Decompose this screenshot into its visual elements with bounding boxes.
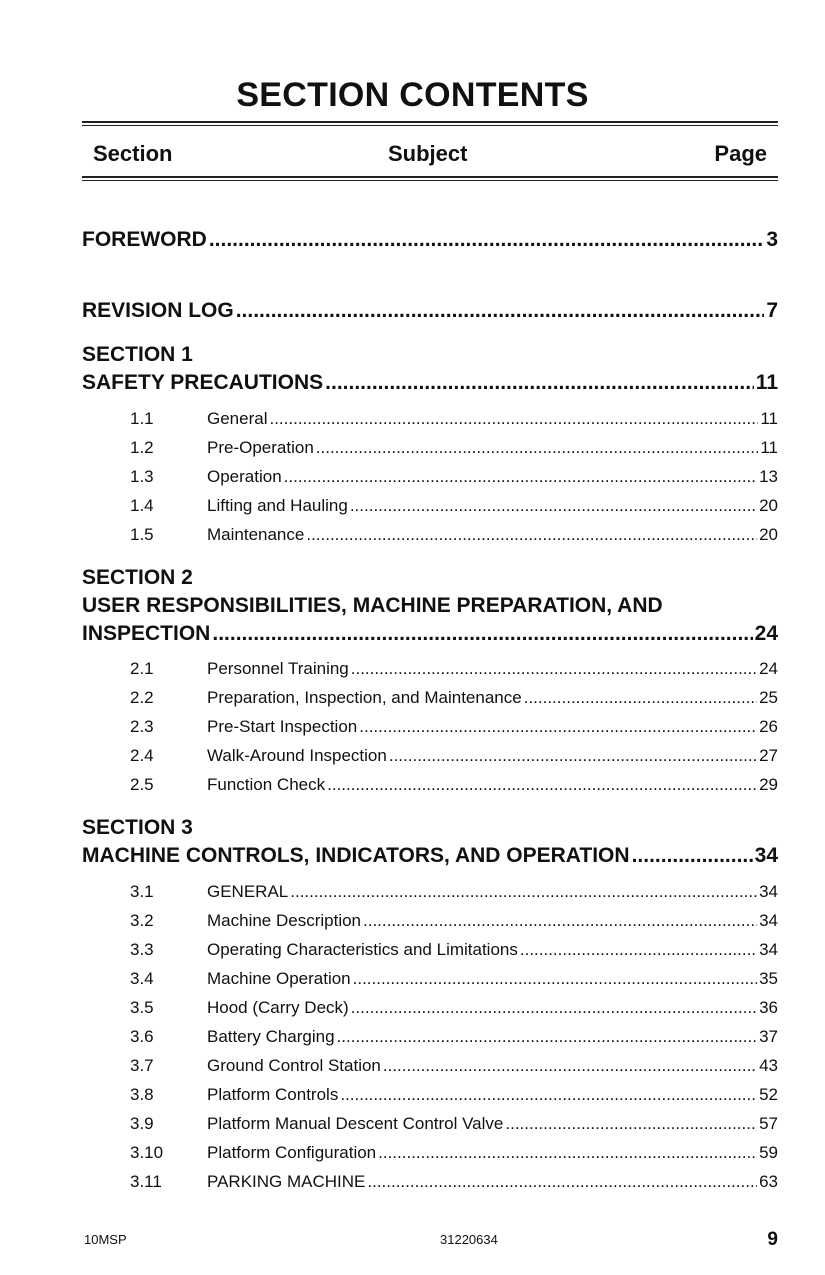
toc-subentry-number: 1.5	[130, 525, 154, 544]
toc-subentry-number: 3.8	[130, 1085, 154, 1104]
header-rule-bottom	[82, 176, 778, 181]
toc-entry-section-3[interactable]	[82, 844, 778, 868]
dot-leader	[306, 525, 757, 545]
dot-leader	[325, 371, 754, 395]
toc-subentry[interactable]	[130, 659, 778, 679]
dot-leader	[337, 1027, 758, 1047]
toc-subentry-number: 2.5	[130, 775, 154, 794]
toc-subentry-label: Personnel Training	[207, 659, 349, 678]
toc-subentry-page: 34	[759, 940, 778, 959]
toc-subentry[interactable]	[130, 525, 778, 545]
column-header-page: Page	[714, 141, 767, 166]
dot-leader	[505, 1114, 757, 1134]
dot-leader	[316, 438, 759, 458]
dot-leader	[383, 1056, 757, 1076]
toc-subentry[interactable]	[130, 1114, 778, 1134]
toc-entry-label: REVISION LOG	[82, 299, 234, 322]
toc-subentry[interactable]	[130, 688, 778, 708]
toc-subentry[interactable]	[130, 717, 778, 737]
toc-entry-label: SAFETY PRECAUTIONS	[82, 371, 324, 394]
header-rule-top	[82, 121, 778, 126]
dot-leader	[389, 746, 757, 766]
toc-subentry-label: Platform Manual Descent Control Valve	[207, 1114, 504, 1133]
dot-leader	[290, 882, 757, 902]
toc-subentry-page: 52	[759, 1085, 778, 1104]
toc-entry-page: 34	[754, 844, 778, 867]
toc-subentry-page: 27	[759, 746, 778, 765]
toc-subentry[interactable]	[130, 1027, 778, 1047]
toc-subentry-page: 63	[759, 1172, 778, 1191]
toc-subentry-page: 59	[759, 1143, 778, 1162]
toc-subentry[interactable]	[130, 911, 778, 931]
toc-subentry-number: 1.2	[130, 438, 154, 457]
toc-subentry-page: 11	[760, 438, 778, 457]
toc-subentry-page: 26	[759, 717, 778, 736]
toc-entry-label: FOREWORD	[82, 228, 207, 251]
toc-subentry-label: Pre-Operation	[207, 438, 314, 457]
toc-subentry[interactable]	[130, 775, 778, 795]
toc-subentry-label: Maintenance	[207, 525, 305, 544]
toc-subentry-page: 57	[759, 1114, 778, 1133]
dot-leader	[351, 659, 757, 679]
footer-page-number: 9	[767, 1229, 778, 1250]
toc-subentry-page: 36	[759, 998, 778, 1017]
toc-entry-page: 11	[755, 371, 778, 394]
toc-subentry-number: 3.2	[130, 911, 154, 930]
dot-leader	[327, 775, 757, 795]
dot-leader	[353, 969, 757, 989]
toc-subentry[interactable]	[130, 467, 778, 487]
toc-subentry[interactable]	[130, 496, 778, 516]
toc-subentry[interactable]	[130, 1143, 778, 1163]
dot-leader	[520, 940, 757, 960]
toc-subentry-label: Preparation, Inspection, and Maintenance	[207, 688, 522, 707]
toc-subentry-label: General	[207, 409, 268, 428]
dot-leader	[284, 467, 757, 487]
toc-entry-page: 24	[754, 622, 778, 645]
toc-subentry-label: Platform Controls	[207, 1085, 339, 1104]
toc-subentry-number: 3.11	[130, 1172, 162, 1191]
toc-subentry-label: Operation	[207, 467, 282, 486]
footer-model: 10MSP	[84, 1232, 127, 1247]
toc-subentry-number: 3.9	[130, 1114, 154, 1133]
toc-subentry-label: PARKING MACHINE	[207, 1172, 366, 1191]
toc-subentry-label: Pre-Start Inspection	[207, 717, 358, 736]
toc-subentry-number: 1.4	[130, 496, 154, 515]
toc-subentry[interactable]	[130, 998, 778, 1018]
toc-entry-label: INSPECTION	[82, 622, 211, 645]
toc-entry-page: 3	[766, 228, 778, 251]
dot-leader	[524, 688, 757, 708]
toc-subentry-label: Walk-Around Inspection	[207, 746, 387, 765]
toc-subentry-page: 35	[759, 969, 778, 988]
toc-subentry-label: Hood (Carry Deck)	[207, 998, 349, 1017]
toc-entry-section-1[interactable]	[82, 371, 778, 395]
section-1-heading: SECTION 1	[82, 343, 193, 366]
toc-subentry-number: 2.2	[130, 688, 154, 707]
toc-subentry-label: Function Check	[207, 775, 326, 794]
dot-leader	[359, 717, 757, 737]
toc-entry-foreword[interactable]	[82, 228, 778, 252]
toc-subentry-number: 3.1	[130, 882, 154, 901]
toc-subentry-number: 3.10	[130, 1143, 164, 1162]
section-3-heading: SECTION 3	[82, 816, 193, 839]
toc-subentry-number: 2.3	[130, 717, 154, 736]
column-header-section: Section	[93, 141, 173, 166]
toc-subentry-page: 20	[759, 525, 778, 544]
toc-subentry-number: 1.1	[130, 409, 154, 428]
footer-doc-number: 31220634	[440, 1232, 498, 1247]
dot-leader	[632, 844, 753, 868]
toc-subentry-page: 34	[759, 911, 778, 930]
dot-leader	[350, 496, 757, 516]
toc-subentry-page: 24	[759, 659, 778, 678]
toc-subentry[interactable]	[130, 1056, 778, 1076]
toc-subentry-label: Ground Control Station	[207, 1056, 381, 1075]
toc-subentry-page: 20	[759, 496, 778, 515]
toc-subentry-number: 3.4	[130, 969, 154, 988]
toc-subentry-number: 3.5	[130, 998, 154, 1017]
dot-leader	[351, 998, 757, 1018]
toc-subentry-label: Machine Operation	[207, 969, 351, 988]
toc-subentry-page: 34	[759, 882, 778, 901]
toc-subentry-number: 2.1	[130, 659, 154, 678]
toc-subentry-page: 25	[759, 688, 778, 707]
dot-leader	[209, 228, 764, 252]
dot-leader	[378, 1143, 757, 1163]
column-header-subject: Subject	[388, 141, 468, 166]
toc-subentry[interactable]	[130, 1172, 778, 1192]
toc-subentry-number: 2.4	[130, 746, 154, 765]
toc-subentry-number: 3.6	[130, 1027, 154, 1046]
toc-subentry-page: 29	[759, 775, 778, 794]
dot-leader	[236, 299, 765, 323]
dot-leader	[340, 1085, 757, 1105]
toc-subentry[interactable]	[130, 940, 778, 960]
page-title: SECTION CONTENTS	[236, 76, 589, 114]
toc-subentry-label: Operating Characteristics and Limitations	[207, 940, 518, 959]
toc-entry-page: 7	[766, 299, 778, 322]
toc-subentry-label: Lifting and Hauling	[207, 496, 348, 515]
toc-subentry-number: 3.3	[130, 940, 154, 959]
toc-subentry-number: 3.7	[130, 1056, 154, 1075]
toc-subentry-page: 37	[759, 1027, 778, 1046]
toc-subentry-number: 1.3	[130, 467, 154, 486]
toc-subentry-page: 13	[759, 467, 778, 486]
toc-subentry[interactable]	[130, 438, 778, 458]
dot-leader	[363, 911, 757, 931]
toc-entry-section-2[interactable]	[82, 622, 778, 646]
toc-subentry[interactable]	[130, 409, 778, 429]
toc-subentry[interactable]	[130, 1085, 778, 1105]
toc-subentry[interactable]	[130, 969, 778, 989]
dot-leader	[212, 622, 752, 646]
toc-subentry[interactable]	[130, 882, 778, 902]
dot-leader	[367, 1172, 757, 1192]
section-2-title-line1: USER RESPONSIBILITIES, MACHINE PREPARATION, AND	[82, 594, 663, 617]
toc-subentry-page: 11	[760, 409, 778, 428]
dot-leader	[269, 409, 758, 429]
toc-subentry-label: Platform Configuration	[207, 1143, 377, 1162]
toc-entry-label: MACHINE CONTROLS, INDICATORS, AND OPERATION	[82, 844, 630, 867]
toc-subentry-page: 43	[759, 1056, 778, 1075]
toc-subentry-label: GENERAL	[207, 882, 289, 901]
toc-subentry-label: Battery Charging	[207, 1027, 335, 1046]
toc-subentry[interactable]	[130, 746, 778, 766]
toc-entry-revision-log[interactable]	[82, 299, 778, 323]
toc-subentry-label: Machine Description	[207, 911, 362, 930]
section-2-heading: SECTION 2	[82, 566, 193, 589]
